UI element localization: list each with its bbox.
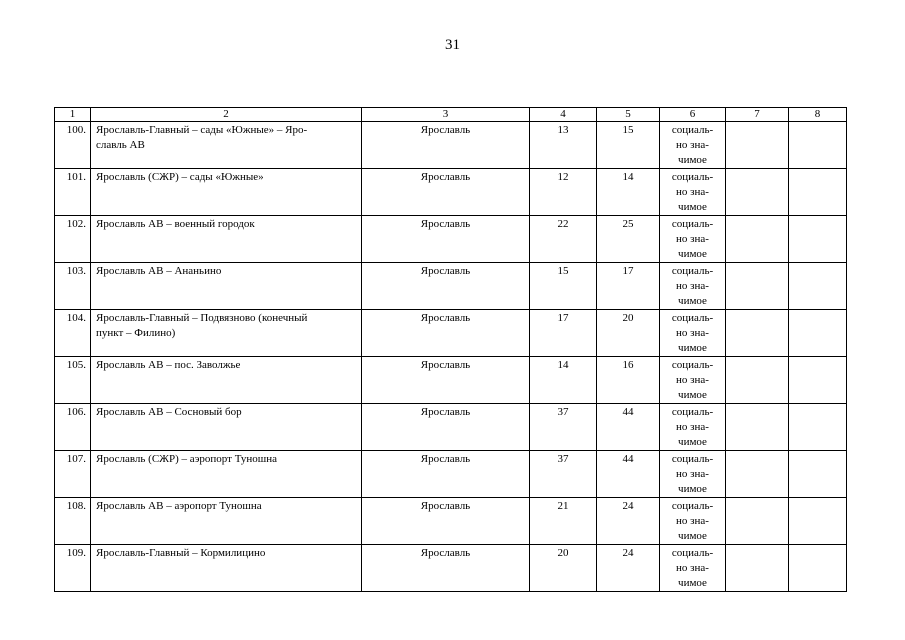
table-row [55,357,847,404]
value-col4-cell: 17 [530,310,597,357]
route-name-line: Ярославль-Главный – Подвязново (конечный [96,312,308,324]
route-type-line: но зна- [676,421,709,433]
route-type-line: но зна- [676,280,709,292]
route-type-line: социаль- [671,547,714,559]
empty-col8-cell [789,498,847,545]
route-name-cell [91,451,362,498]
value-col4-cell: 14 [530,357,597,404]
route-type-line: чимое [678,436,707,448]
column-header: 8 [789,108,847,122]
route-name-cell [91,357,362,404]
route-name-line: Ярославль АВ – пос. Заволжье [96,359,241,371]
city-cell: Ярославль [362,545,530,592]
route-type-line: чимое [678,248,707,260]
empty-col7-cell [726,498,789,545]
table-row [55,310,847,357]
value-col4-cell: 37 [530,404,597,451]
city-cell: Ярославль [362,357,530,404]
route-type-cell [660,545,726,592]
routes-table [54,107,847,592]
column-header: 5 [597,108,660,122]
city-cell: Ярославль [362,310,530,357]
route-type-line: социаль- [671,218,714,230]
route-type-cell [660,310,726,357]
route-type-line: чимое [678,577,707,589]
row-number-cell: 107. [55,451,91,498]
city-cell: Ярославль [362,451,530,498]
route-type-line: но зна- [676,327,709,339]
row-number-cell: 101. [55,169,91,216]
empty-col7-cell [726,169,789,216]
route-type-line: но зна- [676,139,709,151]
value-col5-cell: 15 [597,122,660,169]
route-type-line: социаль- [671,124,714,136]
city-cell: Ярославль [362,216,530,263]
route-name-line: Ярославль АВ – военный городок [96,218,255,230]
empty-col7-cell [726,310,789,357]
table-row [55,545,847,592]
table-header-row [55,108,847,122]
column-header: 2 [91,108,362,122]
route-type-cell [660,216,726,263]
row-number-cell: 103. [55,263,91,310]
route-type-line: чимое [678,154,707,166]
route-type-line: социаль- [671,500,714,512]
route-name-line: Ярославль-Главный – Кормилицино [96,547,266,559]
route-name-cell [91,545,362,592]
route-type-line: чимое [678,483,707,495]
table-row [55,404,847,451]
route-type-line: социаль- [671,312,714,324]
city-cell: Ярославль [362,498,530,545]
route-type-line: социаль- [671,171,714,183]
route-type-cell [660,357,726,404]
table-row [55,263,847,310]
route-type-cell [660,169,726,216]
empty-col7-cell [726,404,789,451]
table-row [55,498,847,545]
route-type-cell [660,122,726,169]
route-name-line: Ярославль (СЖР) – сады «Южные» [96,171,264,183]
empty-col7-cell [726,451,789,498]
route-type-cell [660,263,726,310]
value-col4-cell: 21 [530,498,597,545]
column-header: 6 [660,108,726,122]
route-name-line: Ярославль АВ – Ананьино [96,265,222,277]
empty-col8-cell [789,404,847,451]
column-header: 1 [55,108,91,122]
route-type-line: но зна- [676,233,709,245]
route-type-line: социаль- [671,406,714,418]
value-col4-cell: 15 [530,263,597,310]
route-type-line: чимое [678,530,707,542]
table-row [55,122,847,169]
column-header: 4 [530,108,597,122]
route-name-cell [91,263,362,310]
empty-col7-cell [726,216,789,263]
value-col5-cell: 44 [597,451,660,498]
route-type-cell [660,498,726,545]
route-name-cell [91,169,362,216]
route-type-line: но зна- [676,562,709,574]
route-type-cell [660,404,726,451]
route-name-cell [91,404,362,451]
route-type-line: социаль- [671,265,714,277]
empty-col8-cell [789,122,847,169]
empty-col8-cell [789,216,847,263]
route-type-cell [660,451,726,498]
row-number-cell: 106. [55,404,91,451]
route-type-line: чимое [678,201,707,213]
value-col5-cell: 24 [597,498,660,545]
value-col5-cell: 20 [597,310,660,357]
row-number-cell: 104. [55,310,91,357]
column-header: 3 [362,108,530,122]
empty-col8-cell [789,263,847,310]
page-number: 31 [445,37,460,53]
route-type-line: чимое [678,342,707,354]
route-name-cell [91,216,362,263]
empty-col7-cell [726,545,789,592]
table-row [55,169,847,216]
value-col4-cell: 12 [530,169,597,216]
city-cell: Ярославль [362,263,530,310]
empty-col8-cell [789,310,847,357]
city-cell: Ярославль [362,122,530,169]
route-name-line: Ярославль АВ – аэропорт Туношна [96,500,262,512]
column-header: 7 [726,108,789,122]
value-col5-cell: 44 [597,404,660,451]
row-number-cell: 108. [55,498,91,545]
table-row [55,451,847,498]
value-col5-cell: 24 [597,545,660,592]
value-col5-cell: 17 [597,263,660,310]
empty-col8-cell [789,545,847,592]
route-name-line: пункт – Филино) [96,327,176,339]
route-type-line: но зна- [676,186,709,198]
route-name-line: славль АВ [96,139,145,151]
row-number-cell: 105. [55,357,91,404]
value-col5-cell: 25 [597,216,660,263]
value-col4-cell: 13 [530,122,597,169]
route-name-line: Ярославль-Главный – сады «Южные» – Яро- [96,124,308,136]
route-type-line: но зна- [676,468,709,480]
route-type-line: чимое [678,389,707,401]
empty-col7-cell [726,357,789,404]
empty-col8-cell [789,169,847,216]
empty-col7-cell [726,122,789,169]
empty-col8-cell [789,357,847,404]
route-name-line: Ярославль (СЖР) – аэропорт Туношна [96,453,278,465]
table-row [55,216,847,263]
city-cell: Ярославль [362,169,530,216]
route-name-cell [91,498,362,545]
row-number-cell: 100. [55,122,91,169]
route-type-line: социаль- [671,359,714,371]
route-type-line: чимое [678,295,707,307]
route-name-line: Ярославль АВ – Сосновый бор [96,406,242,418]
value-col4-cell: 20 [530,545,597,592]
empty-col8-cell [789,451,847,498]
city-cell: Ярославль [362,404,530,451]
row-number-cell: 102. [55,216,91,263]
value-col5-cell: 16 [597,357,660,404]
route-type-line: но зна- [676,515,709,527]
row-number-cell: 109. [55,545,91,592]
value-col4-cell: 22 [530,216,597,263]
route-name-cell [91,310,362,357]
empty-col7-cell [726,263,789,310]
value-col4-cell: 37 [530,451,597,498]
route-type-line: социаль- [671,453,714,465]
route-name-cell [91,122,362,169]
value-col5-cell: 14 [597,169,660,216]
route-type-line: но зна- [676,374,709,386]
